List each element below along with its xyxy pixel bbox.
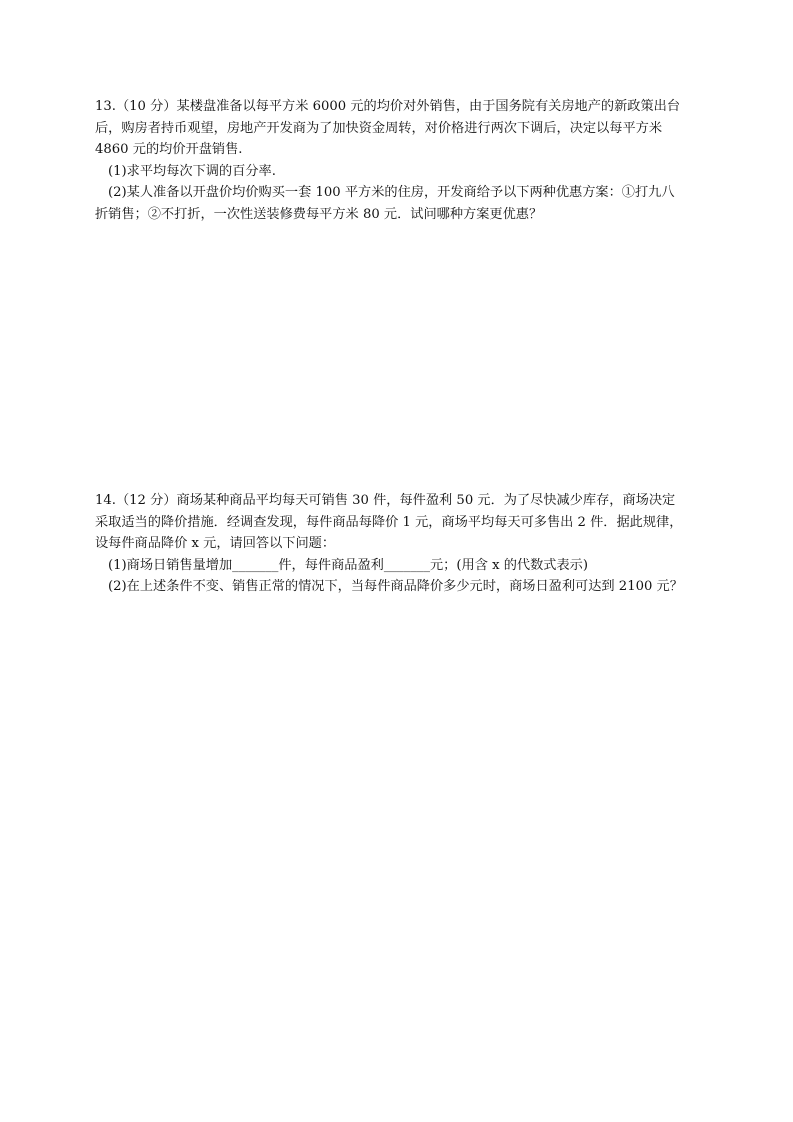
problem-13-part-1: (1)求平均每次下调的百分率. <box>108 163 276 179</box>
problem-14-part-2: (2)在上述条件不变、销售正常的情况下，当每件商品降价多少元时，商场日盈利可达到 2100 元？ <box>108 579 683 594</box>
problem-14-statement-line-2: 采取适当的降价措施．经调查发现，每件商品每降价 1 元，商场平均每天可多售出 2 件．据此规律， <box>95 514 683 530</box>
problem-13-statement-line-1: 13.（10 分）某楼盘准备以每平方米 6000 元的均价对外销售，由于国务院有关房地产的新政策出台 <box>95 99 681 114</box>
problem-14 <box>95 490 700 598</box>
problem-13-part-2-line-2: 折销售；②不打折，一次性送装修费每平方米 80 元．试问哪种方案更优惠？ <box>95 206 543 222</box>
problem-14-statement-line-3: 设每件商品降价 x 元，请回答以下问题： <box>95 536 336 551</box>
problem-13-part-2-line-1: (2)某人准备以开盘价均价购买一套 100 平方米的住房，开发商给予以下两种优惠方案：①打九八 <box>108 185 675 200</box>
problem-13-statement-line-3: 4860 元的均价开盘销售. <box>95 142 243 157</box>
problem-13-statement-line-2: 后，购房者持币观望，房地产开发商为了加快资金周转，对价格进行两次下调后，决定以每平方米 <box>95 120 663 136</box>
problem-14-part-1: (1)商场日销售量增加_______件，每件商品盈利_______元；(用含 x 的代数式表示) <box>108 557 588 573</box>
problem-14-statement-line-1: 14.（12 分）商场某种商品平均每天可销售 30 件，每件盈利 50 元．为了尽快减少库存，商场决定 <box>95 493 676 508</box>
problem-13 <box>95 96 700 225</box>
